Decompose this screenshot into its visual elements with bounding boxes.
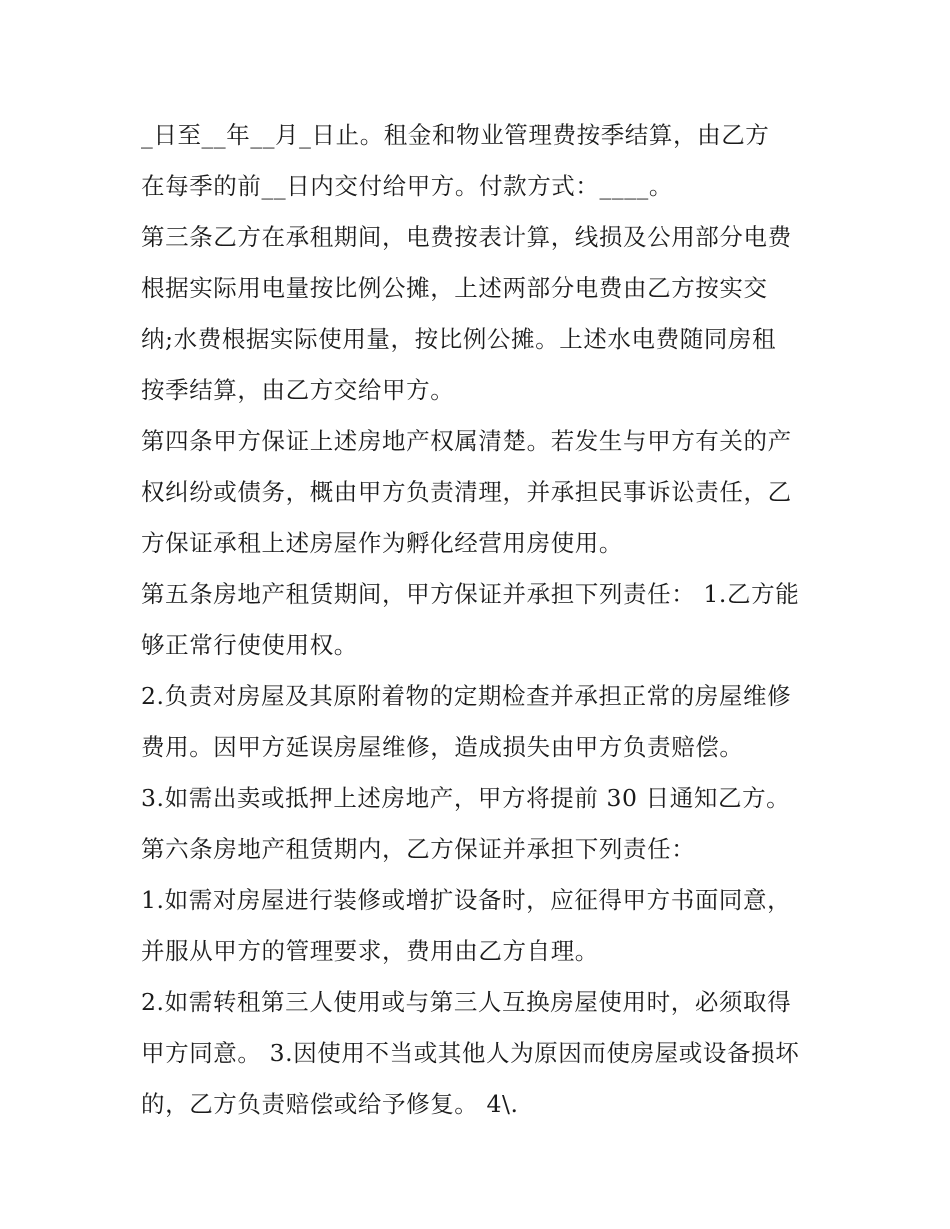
text-line: 根据实际用电量按比例公摊，上述两部分电费由乙方按实交 (141, 274, 768, 302)
text-line: 权纠纷或债务，概由甲方负责清理，并承担民事诉讼责任，乙 (141, 478, 792, 506)
text-line: 第五条房地产租赁期间，甲方保证并承担下列责任： 1.乙方能 (141, 580, 800, 608)
document-body (141, 110, 821, 1130)
text-line: 在每季的前__日内交付给甲方。付款方式：____。 (141, 172, 673, 200)
text-line: 费用。因甲方延误房屋维修，造成损失由甲方负责赔偿。 (141, 733, 744, 761)
text-line: 的，乙方负责赔偿或给予修复。 4\. (141, 1090, 519, 1118)
text-line: 够正常行使使用权。 (141, 631, 358, 659)
text-line: 2.如需转租第三人使用或与第三人互换房屋使用时，必须取得 (141, 988, 792, 1016)
text-line: 2.负责对房屋及其原附着物的定期检查并承担正常的房屋维修 (141, 682, 792, 710)
text-line: 甲方同意。 3.因使用不当或其他人为原因而使房屋或设备损坏 (141, 1039, 800, 1067)
text-line: _日至__年__月_日止。租金和物业管理费按季结算，由乙方 (141, 121, 770, 149)
text-line: 3.如需出卖或抵押上述房地产，甲方将提前 30 日通知乙方。 (141, 784, 791, 812)
text-line: 第三条乙方在承租期间，电费按表计算，线损及公用部分电费 (141, 223, 792, 251)
text-line: 方保证承租上述房屋作为孵化经营用房使用。 (141, 529, 623, 557)
text-line: 按季结算，由乙方交给甲方。 (141, 376, 455, 404)
text-line: 第四条甲方保证上述房地产权属清楚。若发生与甲方有关的产 (141, 427, 792, 455)
text-line: 纳;水费根据实际使用量，按比例公摊。上述水电费随同房租 (141, 325, 777, 353)
text-line: 1.如需对房屋进行装修或增扩设备时，应征得甲方书面同意， (141, 886, 792, 914)
text-line: 第六条房地产租赁期内，乙方保证并承担下列责任： (141, 835, 696, 863)
text-line: 并服从甲方的管理要求，费用由乙方自理。 (141, 937, 599, 965)
